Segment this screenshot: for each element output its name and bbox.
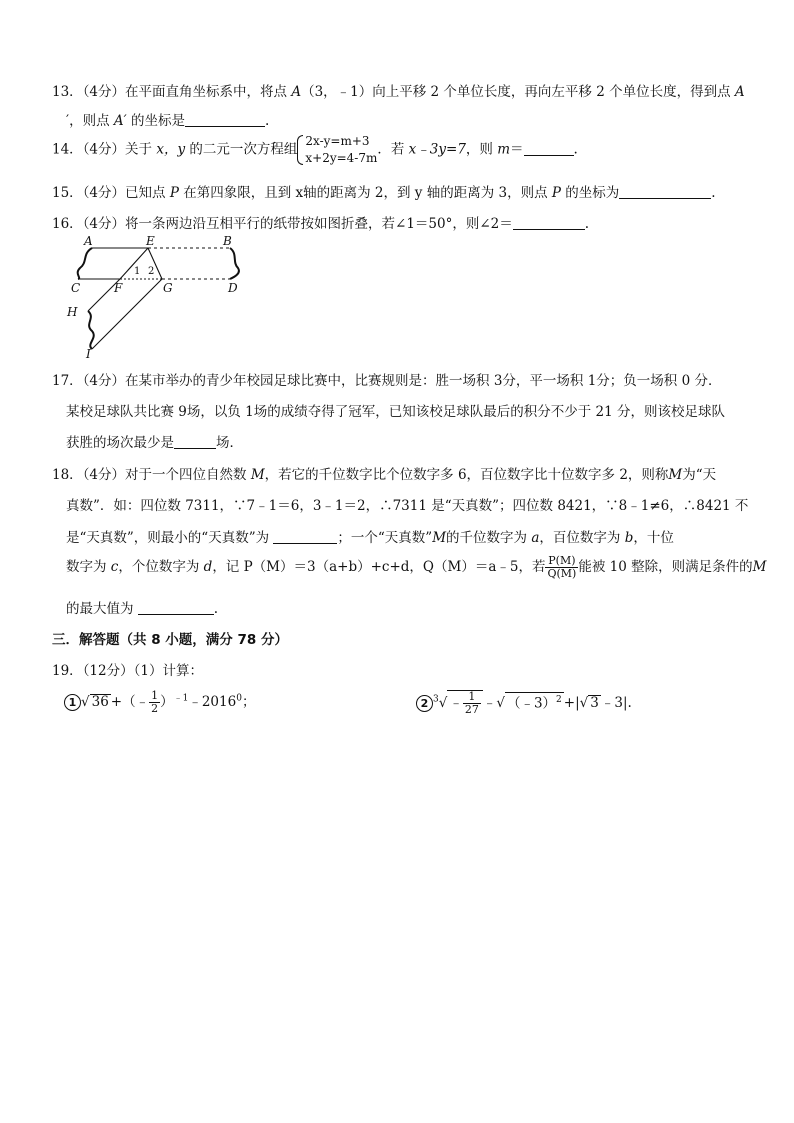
fraction-denominator: 2 [151, 702, 159, 715]
var: m [497, 141, 511, 158]
question-text: （3，﹣1） [301, 84, 373, 100]
radicand: 3 [590, 695, 599, 711]
question-text: ′，则点 [66, 113, 114, 129]
answer-blank[interactable] [619, 184, 711, 199]
fraction-numerator: 1 [463, 691, 481, 704]
var: c [110, 559, 119, 575]
var: A [291, 84, 302, 100]
fraction-denominator: Q(M) [547, 567, 577, 580]
wavy-edge-bottom [88, 311, 94, 349]
fraction-numerator: 1 [151, 689, 159, 702]
condition: x﹣3y=7 [408, 141, 466, 158]
question-score: （12分） [82, 663, 134, 679]
question-text: 向上平移 2 个单位长度，再向左平移 2 个单位长度，得到点 [372, 84, 735, 100]
label-C: C [71, 281, 81, 295]
q18-line5 [66, 597, 218, 617]
q19-part2-expression [416, 690, 632, 716]
q18-line1 [52, 463, 716, 483]
equation-system [297, 133, 377, 167]
sqrt-icon: √ [496, 695, 505, 711]
question-number: 14． [52, 141, 83, 158]
question-text: ．若 [377, 141, 409, 158]
segment-G-I [92, 279, 162, 349]
sqrt-icon: √ [579, 695, 589, 711]
answer-blank[interactable] [524, 141, 574, 156]
var: M [432, 530, 447, 546]
question-text: （1）计算： [133, 663, 203, 679]
var: b [624, 530, 634, 546]
punct: . [264, 113, 270, 129]
question-text: 数字为 [66, 559, 111, 575]
fraction-half [149, 690, 160, 715]
fraction-pm-qm [545, 555, 578, 580]
question-text: ，则 [465, 141, 498, 158]
expr-text: ﹣ [482, 695, 497, 711]
var: M [668, 467, 683, 483]
equation-1: 2x-y=m+3 [305, 134, 370, 148]
section-heading: 三．解答题（共 8 小题，满分 78 分） [52, 632, 288, 648]
angle-2-label: 2 [148, 266, 155, 277]
cube-root-radicand: ﹣ $\frac{1}{27}$ [447, 690, 483, 716]
q18-line4 [66, 555, 766, 580]
folded-strip-figure [62, 234, 252, 362]
exponent: ﹣1 [173, 693, 189, 704]
question-number: 15． [52, 185, 83, 201]
question-text: ＝ [510, 141, 524, 158]
question-text: ；一个“天真数” [337, 530, 433, 546]
punct: . [711, 185, 716, 201]
question-text: ，若它的千位数字比个位数字多 6，百位数字比十位数字多 2，则称 [264, 467, 669, 483]
question-number: 17． [52, 373, 83, 389]
expr-text: ﹣2016 [188, 694, 237, 710]
question-text: 是“天真数”，则最小的“天真数”为 [66, 530, 274, 546]
question-text: 在第四象限，且到 x轴的距离为 2，到 y 轴的距离为 3，则点 [178, 185, 552, 201]
answer-blank[interactable] [138, 600, 214, 615]
question-text: 真数”．如：四位数 7311，∵7﹣1＝6，3﹣1＝2，∴7311 是“天真数”；四位数 8421，∵8﹣1≠6，∴8421 不 [66, 498, 749, 514]
expr-text: ﹣3|. [600, 695, 632, 711]
expr-text: ； [241, 694, 256, 710]
question-text: 对于一个四位自然数 [125, 467, 251, 483]
var: M [250, 467, 265, 483]
answer-blank[interactable] [185, 112, 265, 127]
label-E: E [146, 234, 155, 248]
fraction-denominator: 27 [464, 703, 479, 716]
q18-line3 [66, 526, 674, 546]
expr-text: +（﹣ [110, 694, 150, 710]
answer-blank[interactable] [174, 434, 216, 449]
question-score: （4分） [82, 373, 126, 389]
question-text: 的千位数字为 [446, 530, 532, 546]
part-1-marker: 1 [64, 694, 81, 711]
root-index: 3 [433, 694, 439, 705]
expr-text: ） [160, 694, 174, 710]
expr-text: （﹣3） [506, 695, 557, 711]
part-2-marker: 2 [416, 695, 433, 712]
q18-line2 [66, 494, 748, 514]
q13-line1 [52, 80, 745, 100]
answer-blank[interactable] [273, 529, 337, 544]
equation-2: x+2y=4-7m [305, 151, 378, 165]
var: A′ [113, 113, 127, 129]
q17-line3 [66, 431, 243, 451]
question-text: 将一条两边沿互相平行的纸带按如图折叠，若∠1＝50°，则∠2＝ [125, 216, 513, 232]
question-text: 关于 [125, 141, 157, 158]
fraction-numerator: P(M) [545, 555, 578, 568]
radicand: 36 [91, 694, 109, 710]
q19-line [52, 659, 203, 679]
var: P [551, 185, 561, 201]
question-number: 16． [52, 216, 83, 232]
punct: . [584, 216, 590, 232]
label-B: B [223, 234, 232, 248]
label-I: I [86, 347, 91, 361]
q13-line2 [66, 109, 269, 129]
question-text: 为“天 [682, 467, 717, 483]
q19-part1-expression [64, 690, 255, 715]
question-text: ，十位 [633, 530, 674, 546]
wavy-edge-left [78, 248, 92, 279]
var: P [169, 185, 179, 201]
answer-blank[interactable] [513, 215, 585, 230]
question-score: （4分） [82, 467, 126, 483]
label-A: A [84, 234, 93, 248]
question-score: （4分） [82, 216, 126, 232]
var: x，y [156, 141, 186, 158]
angle-1-label: 1 [134, 266, 141, 277]
q17-line2 [66, 400, 725, 420]
label-F: F [114, 281, 123, 295]
question-text: 在平面直角坐标系中，将点 [125, 84, 292, 100]
q17-line1 [52, 369, 721, 389]
question-score: （4分） [82, 185, 126, 201]
fraction-1-27 [463, 691, 481, 716]
question-text: 在某市举办的青少年校园足球比赛中，比赛规则是：胜一场积 3分，平一场积 1分；负一场积 0 分． [125, 373, 722, 389]
question-text: ，个位数字为 [118, 559, 204, 575]
question-text: 已知点 [125, 185, 170, 201]
var: a [531, 530, 540, 546]
question-text: 能被 10 整除，则满足条件的 [578, 559, 753, 575]
sqrt-icon: √ [438, 695, 448, 711]
punct: . [213, 601, 219, 617]
question-text: 的最大值为 [66, 601, 138, 617]
question-number: 18． [52, 467, 83, 483]
label-H: H [67, 305, 78, 319]
sqrt-icon: √ [81, 694, 90, 710]
label-G: G [163, 281, 173, 295]
var: d [203, 559, 213, 575]
question-number: 13． [52, 84, 83, 100]
punct: . [573, 141, 578, 158]
q14-line [52, 133, 578, 167]
exponent: 0 [236, 693, 242, 704]
var: M [752, 559, 767, 575]
exponent: 2 [556, 694, 562, 705]
label-D: D [228, 281, 238, 295]
question-score: （4分） [82, 84, 126, 100]
question-score: （4分） [82, 141, 126, 158]
question-text: 场． [216, 435, 243, 451]
var: A [734, 84, 745, 100]
question-text: ，记 P（M）＝3（a+b）+c+d，Q（M）＝a﹣5，若 [212, 559, 546, 575]
question-text: 的坐标为 [560, 185, 620, 201]
expr-text: +| [563, 695, 580, 711]
q16-line [52, 212, 589, 232]
question-text: 的二元一次方程组 [185, 141, 298, 158]
question-text: ，百位数字为 [539, 530, 625, 546]
wavy-edge-right [230, 248, 239, 279]
q15-line [52, 181, 716, 201]
question-text: 某校足球队共比赛 9场，以负 1场的成绩夺得了冠军，已知该校足球队最后的积分不少于 21 分，则该校足球队 [66, 404, 726, 420]
question-text: 获胜的场次最少是 [66, 435, 174, 451]
question-number: 19． [52, 663, 83, 679]
question-text: 的坐标是 [126, 113, 185, 129]
radicand [505, 692, 564, 712]
